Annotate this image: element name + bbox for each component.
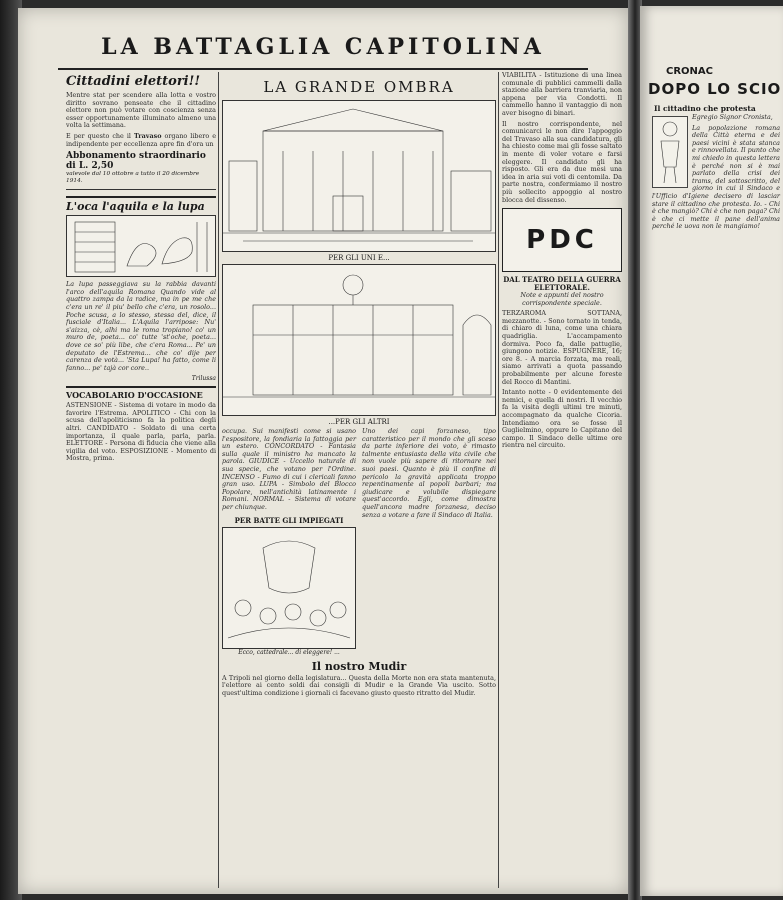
cronaca-header: CRONAC [666,66,713,77]
protest-article [652,114,780,234]
travaso-name: Travaso [133,131,162,140]
war-theatre-text: TERZAROMA SOTTANA, mezzanotte. - Sono tornato in tenda, di chiaro di luna, come una chiara quadriglia. L'accampamento dormiva. Poco fa, dalle pattuglie, giungono notizie. ESPUGNERE, 16; ore 8. - A marcia forzata, ma reali, siamo arrivati a quota passando probabilmente per alcune foreste del Rocco di Mantini. [502,309,622,386]
poem-byline: Trilussa [191,375,216,383]
masthead-title: LA BATTAGLIA CAPITOLINA [101,34,545,60]
caption-per-gli-uni: PER GLI UNI E... [328,254,390,262]
column-center [222,72,496,890]
poem-title: L'oca l'aquila e la lupa [66,196,216,213]
travaso-line [66,133,216,148]
column-divider [498,72,499,888]
mudir-text: A Tripoli nel giorno della legislatura... Questa della Morte non era stata mantenuta, l'elettore ai cento soldi dai consigli di Mudir e la Grande Via uscito. Sotto quest'ultima condizione i giornali ci facevano giusto questo ritratto del Mudir. [222,673,496,697]
capitol-illustration-bottom [222,264,496,416]
viabilita-text: VIABILITÀ - Istituzione di una linea comunale di pubblici cammelli dalla stazione alla barriera tranviaria, non appena per via Condotti. Il cammello hanno il vantaggio di non aver bisogno di binari. [502,72,622,117]
center-text-columns [222,428,496,656]
subscription-note: valevole dal 10 ottobre a tutto il 20 dicembre 1914. [66,171,200,185]
pdc-emblem [502,208,622,272]
masthead-rule [58,68,588,70]
correspondent-text: Il nostro corrispondente, nel comunicarci le non dire l'appoggio del Travaso alla sua candidatura, gli ha chiesto come mai gli fosse saltato in mente di voler votare e farsi eleggere. Il candidato gli ha risposto. Gli era da due mesi una idea in aria sui voti di centomila. Da parte nostra, confermiamo il nostro più sollecito appoggio al nostro blocca del dissenso. [502,119,622,204]
newspaper-page-left [18,8,628,894]
protest-subtitle: Il cittadino che protesta [654,104,756,113]
intro-text: Mentre stat per scendere alla lotta e vostro diritto sovrano penseate che il cittadino elettore non può votare con coscienza senza esser opportunamente illuminato almeno una volta la settimana. [66,91,216,130]
horseshoe-cartoon [222,527,356,649]
column-divider [218,72,219,888]
war-theatre-text-2: Intanto notte - 0 evidentemente dei nemici, e quella di nostri. Il vecchio fa la visita degli ultimi tre minuti, accompagnato da qualche Cicoria. Intendiamo ora se fosse il Guglielmino, oppure lo Capitano del campo. Il Sindaco delle ultime ore rientra nel circuito. [502,388,622,450]
poem-text: La lupa passeggiava su la rabbia davanti l'arco dell'aquila Romana Quando vide al quattro zampa da la radice, ma in pe me che c'era un re' il piu' bello che c'era, un rosolo... Poche scusa, a lo stesso, stessa del, dice, il fusciale d'Italia... L'Aquila l'arripose: Nu' s'aizza, cè, alhi ma le roma tropiano! co' un muro de, poeta... co' tutte 'st'oche, poeta... dove ce so' più libe, che c'era Roma... Pe' un deputato de l'Estrema... che co' dije per carenza de votà... 'Sta Lupa! ha fatto, come li fanno... pe' tajà cor core.. [66,280,216,372]
headline-cittadini: Cittadini elettori!! [66,74,201,89]
travaso-prefix: E per questo che il [66,131,131,140]
subscription-notice [66,151,216,190]
travaso-suffix: organo libero e indipendente per eccellenza apre fin d'ora un [66,131,216,148]
vocabulary-text: ASTENSIONE - Sistema di votare in modo da favorire l'Estrema. APOLITICO - Chi con la scusa dell'apoliticismo fa la politica degli altri. CANDIDATO - Soldato di una certa importanza, il quale parla, parla, parla. ELETTORE - Persona di fiducia che viene alla vigilia del voto. ESPOSIZIONE - Momento di Mostra, prima. [66,401,216,463]
cartoon-caption: Ecco, cattedrale... di eleggere! ... [238,648,340,656]
column-right [502,72,622,890]
center-text-right: Uno dei capi forzaneso, tipo caratteristico per il mondo che gli sceso da parte inferiore dei voto, è rimasto talmente entusiasta della vita civile che non vuole più sapere di ritornare nei suoi paesi. Quanto è più il confine di pericolo la gravità applicata troppo repentinamente al popoli barbari; ma giudicare e volubile dispiegare quest'accordo. Egli, come dimostra quell'ancora madre forzanesa, deciso senza a votare a fare il Sindaco di Italia. [362,427,496,519]
mudir-title: Il nostro Mudir [311,659,407,673]
grande-ombra-title: LA GRANDE OMBRA [263,78,455,96]
vocabulary-title: VOCABOLARIO D'OCCASIONE [66,386,216,400]
center-text-left: occupa. Sui manifesti come si usano l'espositore, la fondiaria la fattoggia per un estero. CONCORDATO - Fantasia sulla quale il ministro ha mancato la parola. GIUDICE - Uccello naturale di sua specie, che votano per l'Ordine. INCENSO - Fumo di cui i clericali fanno gran uso. LUPA - Simbolo del Blocco Popolare, nell'antichità latinamente i Romani. NORMAL - Sistema di votare per chiunque. [222,427,356,511]
war-theatre-note: Note e appunti del nostro corrispondente speciale. [520,291,604,307]
citizen-figure-illustration [652,116,688,188]
newspaper-page-right [640,6,783,896]
capitol-illustration-top [222,100,496,252]
cartoon-title: PER BATTE GLI IMPIEGATI [234,515,344,525]
pdc-letters: PDC [526,225,598,256]
war-theatre-title: DAL TEATRO DELLA GUERRA ELETTORALE. [503,275,621,293]
dopo-lo-sciopero-title: DOPO LO SCIO [648,80,782,98]
subscription-title: Abbonamento straordinario di L. 2,50 [66,151,206,172]
caption-per-gli-altri: ...PER GLI ALTRI [328,418,390,426]
oca-aquila-illustration [66,215,216,277]
protest-salutation: Egregio Signor Cronista, [692,113,773,121]
column-left [66,72,216,890]
protest-text: La popolazione romana della Città eterna e dei paesi vicini è stata stanca e rinnovellata. Il punto che mi chiedo in questa lettera è perché non si è mai parlato della crisi dei trams, del sottoscritto, del giorno in cui il Sindaco e l'Ufficio d'Igiene decisero di lasciar stare il cittadino che protesta. Io. - Chi è che mangiò? Chi è che non paga? Chi è che ci mette il pane dell'anima perché le uova non le mangiamo! [652,123,780,231]
